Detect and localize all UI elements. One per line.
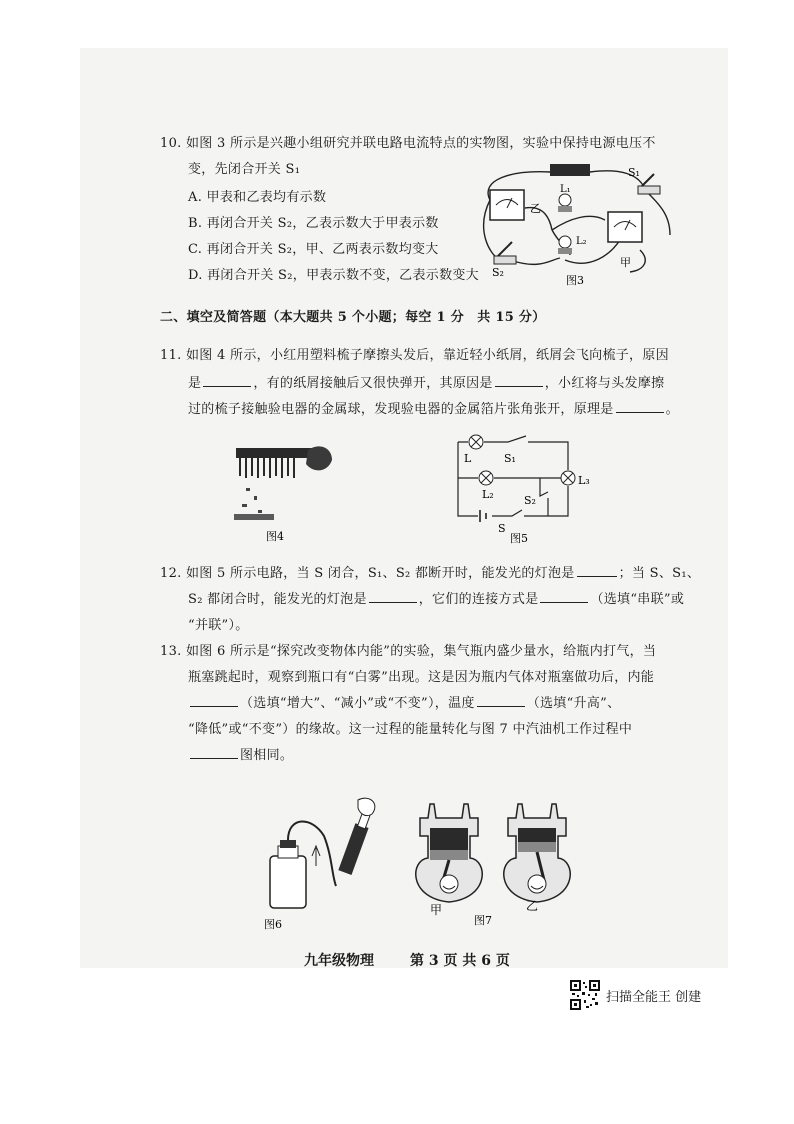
- answer-blank[interactable]: [203, 374, 251, 387]
- qr-code-icon: [570, 980, 600, 1010]
- label-s1: S₁: [628, 166, 640, 179]
- q11-text: 是: [188, 376, 202, 391]
- bulb-l2: [558, 236, 572, 254]
- label-l: L: [464, 452, 472, 465]
- figure-6-caption: 图6: [264, 918, 282, 931]
- figure-3-caption: 图3: [566, 274, 584, 287]
- figure-3-circuit: [470, 160, 690, 290]
- q12-line2: [188, 590, 684, 610]
- q12-text: ；当 S、S₁、: [618, 566, 701, 581]
- ammeter-jia: [608, 212, 642, 242]
- battery: [480, 510, 486, 522]
- section-2-heading: 二、填空及简答题（本大题共 5 个小题；每空 1 分 共 15 分）: [160, 310, 546, 325]
- q13-line3: [188, 694, 620, 714]
- answer-blank[interactable]: [190, 694, 238, 707]
- figure-7-engines: [400, 798, 580, 928]
- lamp-l: [469, 435, 483, 449]
- label-l1: L₁: [560, 184, 571, 195]
- label-s: S: [498, 522, 506, 535]
- engine-yi: [504, 804, 570, 902]
- q11-text: ，有的纸屑接触后又很快弹开，其原因是: [253, 376, 493, 391]
- lamp-l2: [479, 471, 493, 485]
- answer-blank[interactable]: [495, 374, 543, 387]
- q11-text: 。: [665, 402, 679, 417]
- answer-blank[interactable]: [477, 694, 525, 707]
- figure-7-caption: 图7: [474, 914, 492, 927]
- figure-4-comb: [228, 438, 338, 543]
- bottle: [270, 856, 306, 908]
- q13-line2: 瓶塞跳起时，观察到瓶口有“白雾”出现。这是因为瓶内气体对瓶塞做功后，内能: [188, 670, 655, 685]
- q13-line4: “降低”或“不变”）的缘故。这一过程的能量转化与图 7 中汽油机工作过程中: [188, 722, 633, 737]
- q10-option-b: B. 再闭合开关 S₂，乙表示数大于甲表示数: [188, 216, 439, 231]
- q10-stem-line2: 变，先闭合开关 S₁: [188, 162, 301, 177]
- figure-6-bottle-pump: [262, 796, 392, 936]
- q10-option-c: C. 再闭合开关 S₂，甲、乙两表示数均变大: [188, 242, 439, 257]
- label-l3: L₃: [578, 474, 590, 487]
- q13-line1: 13. 如图 6 所示是“探究改变物体内能”的实验，集气瓶内盛少量水，给瓶内打气，当: [160, 644, 657, 659]
- q11-line1: 11. 如图 4 所示，小红用塑料梳子摩擦头发后，靠近轻小纸屑，纸屑会飞向梳子，原因: [160, 348, 669, 363]
- q12-text: ，它们的连接方式是: [418, 592, 539, 607]
- q11-line2: [188, 374, 664, 394]
- q11-text: 过的梳子接触验电器的金属球，发现验电器的金属箔片张角张开，原理是: [188, 402, 614, 417]
- q12-text: 12. 如图 5 所示电路，当 S 闭合，S₁、S₂ 都断开时，能发光的灯泡是: [160, 566, 575, 581]
- label-jia: 甲: [430, 903, 443, 917]
- label-jia: 甲: [620, 256, 631, 269]
- answer-blank[interactable]: [577, 564, 617, 577]
- label-s2: S₂: [524, 494, 536, 507]
- label-yi: 乙: [526, 899, 539, 913]
- q10-option-d: D. 再闭合开关 S₂，甲表示数不变，乙表示数变大: [188, 268, 479, 283]
- figure-5-caption: 图5: [510, 532, 528, 545]
- q13-text: （选填“升高”、: [526, 696, 621, 711]
- answer-blank[interactable]: [540, 590, 588, 603]
- label-s2: S₂: [492, 266, 504, 279]
- figure-4-caption: 图4: [266, 530, 284, 543]
- q11-line3: [188, 400, 679, 420]
- label-l2: L₂: [482, 488, 494, 501]
- q10-option-a: A. 甲表和乙表均有示数: [188, 190, 327, 205]
- q13-text: （选填“增大”、“减小”或“不变”），温度: [240, 696, 475, 711]
- q12-line3: “并联”）。: [188, 618, 249, 633]
- q10-stem-line1: 10. 如图 3 所示是兴趣小组研究并联电路电流特点的实物图，实验中保持电源电压不: [160, 136, 656, 151]
- bulb-l1: [558, 194, 572, 212]
- engine-jia: [416, 804, 482, 902]
- scanner-watermark-text: 扫描全能王 创建: [606, 990, 702, 1005]
- label-l2: L₂: [576, 236, 587, 247]
- footer-subject: 九年级物理: [304, 953, 374, 969]
- q13-line5: [188, 746, 293, 766]
- q13-text: 图相同。: [240, 748, 294, 763]
- switch-s2: [494, 242, 516, 264]
- q11-text: ，小红将与头发摩擦: [544, 376, 665, 391]
- label-s1: S₁: [504, 452, 516, 465]
- answer-blank[interactable]: [616, 400, 664, 413]
- footer-page: 第 3 页 共 6 页: [410, 953, 510, 969]
- label-yi: 乙: [530, 202, 541, 215]
- battery-box: [550, 164, 590, 176]
- q12-text: （选填“串联”或: [590, 592, 685, 607]
- figure-5-circuit: [448, 434, 598, 544]
- lamp-l3: [561, 471, 575, 485]
- q12-text: S₂ 都闭合时，能发光的灯泡是: [188, 592, 367, 607]
- answer-blank[interactable]: [190, 746, 238, 759]
- q12-line1: [160, 564, 700, 584]
- ammeter-yi: [490, 190, 524, 220]
- answer-blank[interactable]: [369, 590, 417, 603]
